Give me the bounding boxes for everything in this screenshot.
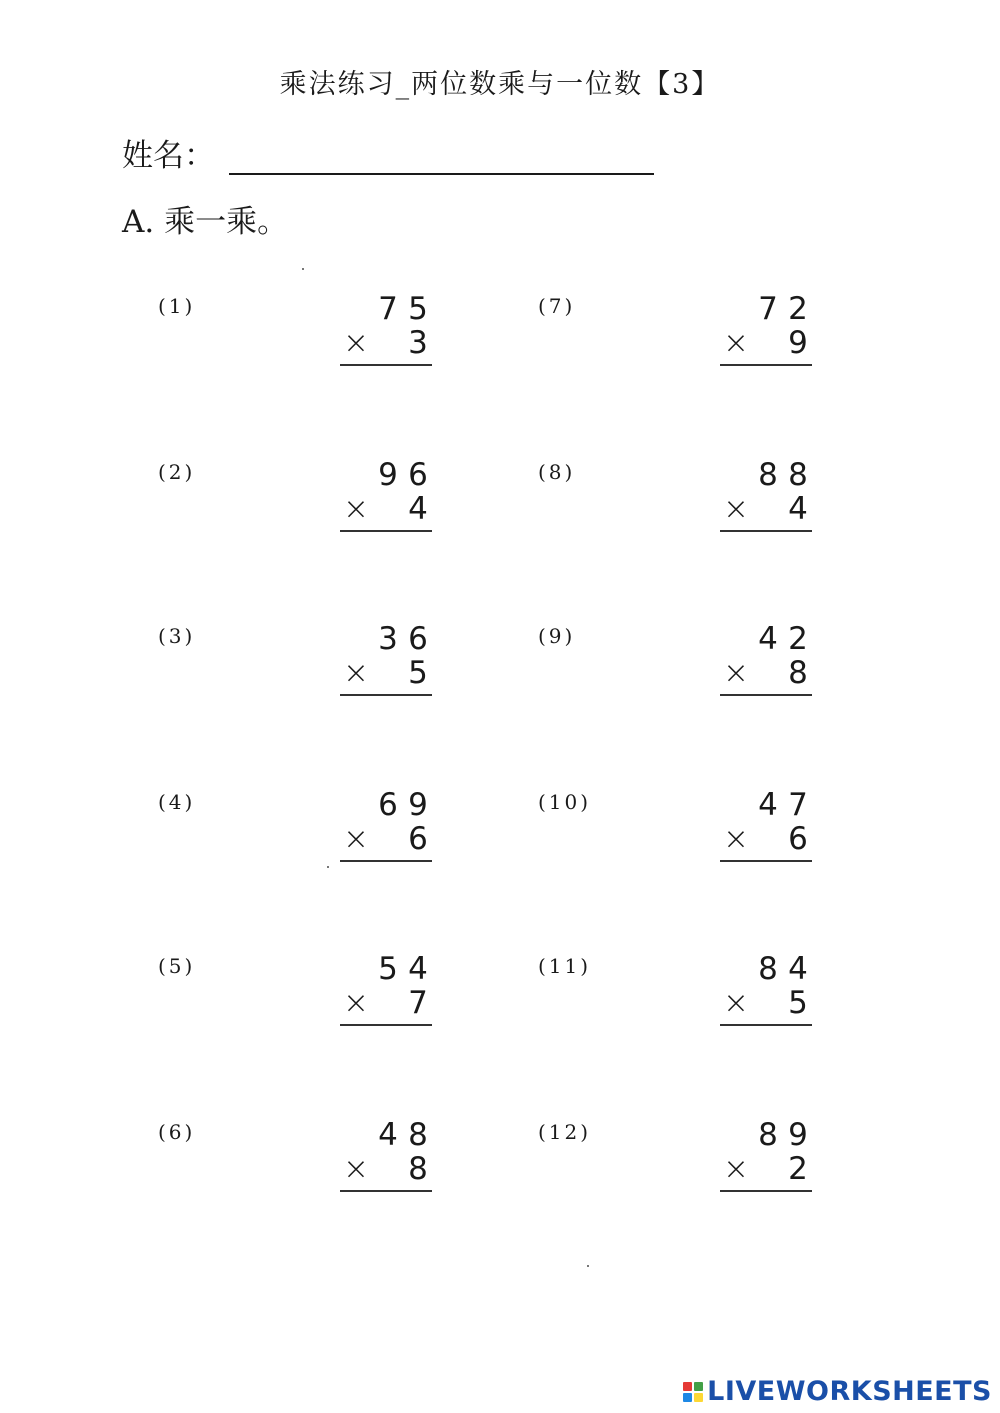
problem-12 <box>538 1118 958 1218</box>
multiplier-row <box>720 822 812 856</box>
times-icon: × <box>723 1151 749 1187</box>
answer-line[interactable] <box>340 1024 432 1026</box>
multiplier-digit: 4 <box>408 491 428 527</box>
vertical-multiplication <box>340 1118 432 1186</box>
multiplier-digit: 2 <box>788 1151 808 1187</box>
problem-5 <box>158 952 578 1052</box>
ones-digit: 2 <box>788 291 808 327</box>
answer-line[interactable] <box>720 1190 812 1192</box>
multiplier-row <box>720 1152 812 1186</box>
tens-digit: 7 <box>378 291 398 327</box>
problem-number: (1) <box>158 294 196 318</box>
ones-digit: 2 <box>788 621 808 657</box>
multiplier-digit: 4 <box>788 491 808 527</box>
multiplicand-row <box>340 1118 432 1152</box>
tens-digit: 8 <box>758 1117 778 1153</box>
vertical-multiplication <box>720 1118 812 1186</box>
multiplicand-row <box>340 622 432 656</box>
ones-digit: 6 <box>408 457 428 493</box>
answer-line[interactable] <box>340 530 432 532</box>
multiplier-row <box>340 1152 432 1186</box>
answer-line[interactable] <box>340 860 432 862</box>
answer-line[interactable] <box>720 530 812 532</box>
tens-digit: 8 <box>758 457 778 493</box>
vertical-multiplication <box>340 458 432 526</box>
problem-number: (2) <box>158 460 196 484</box>
name-label: 姓名： <box>122 138 215 174</box>
problem-8 <box>538 458 958 558</box>
multiplier-digit: 6 <box>788 821 808 857</box>
logo-square <box>694 1382 703 1391</box>
ones-digit: 8 <box>408 1117 428 1153</box>
ones-digit: 9 <box>788 1117 808 1153</box>
problem-number: (6) <box>158 1120 196 1144</box>
problem-number: (11) <box>538 954 592 978</box>
logo-square <box>694 1393 703 1402</box>
problem-3 <box>158 622 578 722</box>
answer-line[interactable] <box>340 364 432 366</box>
multiplier-row <box>340 656 432 690</box>
tens-digit: 6 <box>378 787 398 823</box>
times-icon: × <box>343 325 369 361</box>
answer-line[interactable] <box>720 1024 812 1026</box>
times-icon: × <box>723 325 749 361</box>
times-icon: × <box>343 491 369 527</box>
multiplicand-row <box>720 292 812 326</box>
tens-digit: 8 <box>758 951 778 987</box>
vertical-multiplication <box>720 788 812 856</box>
multiplier-digit: 9 <box>788 325 808 361</box>
ones-digit: 4 <box>408 951 428 987</box>
multiplicand-row <box>340 458 432 492</box>
multiplicand-row <box>720 788 812 822</box>
logo-square <box>683 1393 692 1402</box>
footer-brand <box>683 1376 992 1407</box>
problem-10 <box>538 788 958 888</box>
problem-2 <box>158 458 578 558</box>
name-input-line[interactable] <box>229 137 654 175</box>
problem-4 <box>158 788 578 888</box>
answer-line[interactable] <box>720 694 812 696</box>
problem-6 <box>158 1118 578 1218</box>
multiplier-digit: 6 <box>408 821 428 857</box>
multiplier-row <box>720 656 812 690</box>
name-row <box>122 130 654 175</box>
ones-digit: 6 <box>408 621 428 657</box>
problem-number: (9) <box>538 624 576 648</box>
problem-7 <box>538 292 958 392</box>
tens-digit: 3 <box>378 621 398 657</box>
brand-name: LIVEWORKSHEETS <box>707 1376 992 1407</box>
vertical-multiplication <box>340 952 432 1020</box>
multiplier-row <box>340 326 432 360</box>
speck <box>587 1265 589 1267</box>
multiplier-digit: 7 <box>408 985 428 1021</box>
tens-digit: 9 <box>378 457 398 493</box>
ones-digit: 5 <box>408 291 428 327</box>
problem-number: (7) <box>538 294 576 318</box>
page-title: 乘法练习_两位数乘与一位数【3】 <box>279 69 721 100</box>
vertical-multiplication <box>720 952 812 1020</box>
tens-digit: 4 <box>758 621 778 657</box>
multiplier-digit: 5 <box>408 655 428 691</box>
answer-line[interactable] <box>340 1190 432 1192</box>
multiplicand-row <box>340 788 432 822</box>
problem-number: (3) <box>158 624 196 648</box>
multiplier-digit: 8 <box>788 655 808 691</box>
multiplicand-row <box>720 458 812 492</box>
ones-digit: 8 <box>788 457 808 493</box>
section-heading: A. 乘一乘。 <box>122 204 289 240</box>
problem-1 <box>158 292 578 392</box>
ones-digit: 9 <box>408 787 428 823</box>
times-icon: × <box>723 491 749 527</box>
answer-line[interactable] <box>720 860 812 862</box>
vertical-multiplication <box>340 292 432 360</box>
vertical-multiplication <box>340 788 432 856</box>
times-icon: × <box>723 985 749 1021</box>
times-icon: × <box>343 655 369 691</box>
problem-9 <box>538 622 958 722</box>
times-icon: × <box>343 985 369 1021</box>
answer-line[interactable] <box>720 364 812 366</box>
multiplicand-row <box>340 952 432 986</box>
times-icon: × <box>723 821 749 857</box>
speck <box>327 866 329 868</box>
answer-line[interactable] <box>340 694 432 696</box>
liveworksheets-logo-icon <box>683 1382 703 1402</box>
tens-digit: 7 <box>758 291 778 327</box>
vertical-multiplication <box>720 458 812 526</box>
problem-number: (10) <box>538 790 592 814</box>
vertical-multiplication <box>720 292 812 360</box>
problem-number: (8) <box>538 460 576 484</box>
logo-square <box>683 1382 692 1391</box>
problem-number: (4) <box>158 790 196 814</box>
speck <box>302 268 304 270</box>
multiplier-row <box>340 986 432 1020</box>
times-icon: × <box>343 821 369 857</box>
multiplier-digit: 3 <box>408 325 428 361</box>
tens-digit: 5 <box>378 951 398 987</box>
multiplier-row <box>340 492 432 526</box>
vertical-multiplication <box>720 622 812 690</box>
ones-digit: 4 <box>788 951 808 987</box>
vertical-multiplication <box>340 622 432 690</box>
multiplier-digit: 8 <box>408 1151 428 1187</box>
tens-digit: 4 <box>758 787 778 823</box>
multiplier-digit: 5 <box>788 985 808 1021</box>
times-icon: × <box>343 1151 369 1187</box>
multiplicand-row <box>340 292 432 326</box>
tens-digit: 4 <box>378 1117 398 1153</box>
multiplier-row <box>720 492 812 526</box>
problem-number: (5) <box>158 954 196 978</box>
multiplicand-row <box>720 622 812 656</box>
multiplicand-row <box>720 1118 812 1152</box>
times-icon: × <box>723 655 749 691</box>
multiplier-row <box>720 986 812 1020</box>
problem-number: (12) <box>538 1120 592 1144</box>
multiplicand-row <box>720 952 812 986</box>
multiplier-row <box>720 326 812 360</box>
problem-11 <box>538 952 958 1052</box>
multiplier-row <box>340 822 432 856</box>
ones-digit: 7 <box>788 787 808 823</box>
